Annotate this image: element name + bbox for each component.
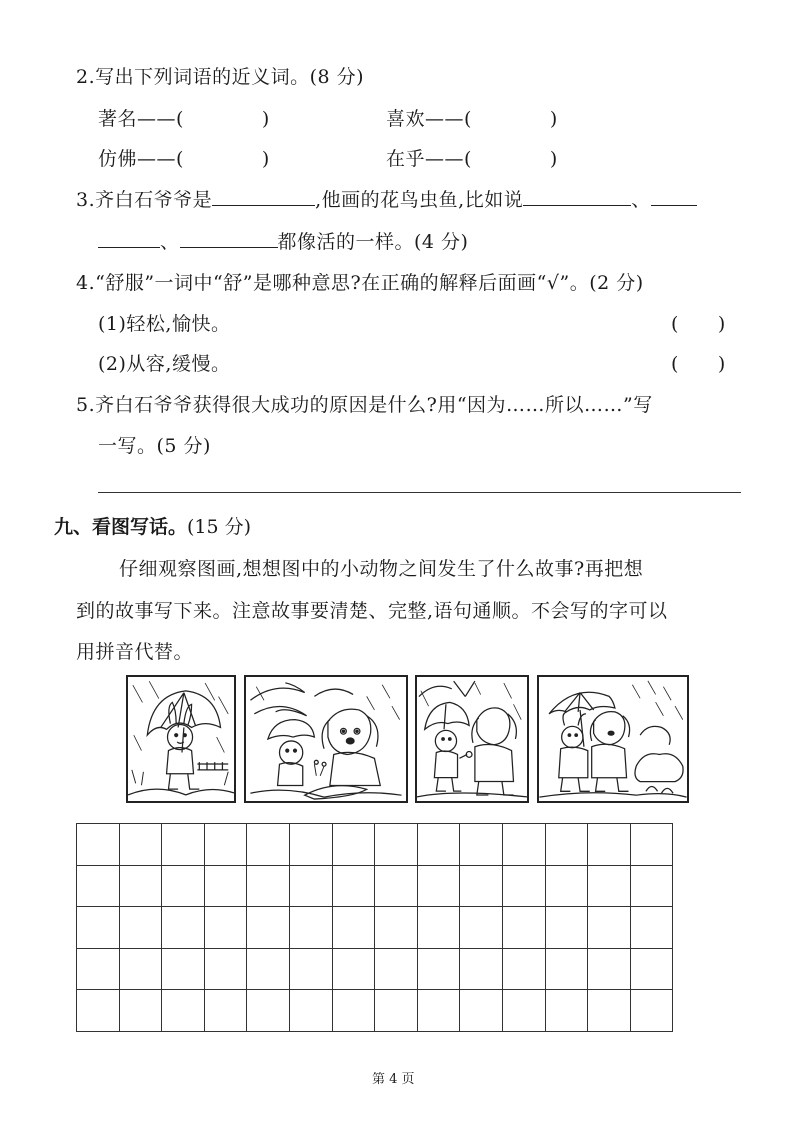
grid-cell[interactable] [162, 824, 205, 866]
grid-cell[interactable] [630, 948, 673, 990]
grid-cell[interactable] [630, 907, 673, 949]
grid-cell[interactable] [545, 990, 588, 1032]
section9-instruction-3: 用拼音代替。 [76, 641, 194, 663]
grid-cell[interactable] [460, 990, 503, 1032]
grid-cell[interactable] [588, 907, 631, 949]
rabbit-offers-leaf-to-puppy-picture [417, 677, 527, 801]
grid-cell[interactable] [417, 824, 460, 866]
picture-4 [537, 675, 689, 803]
grid-cell[interactable] [289, 990, 332, 1032]
grid-cell[interactable] [460, 824, 503, 866]
grid-cell[interactable] [460, 865, 503, 907]
grid-cell[interactable] [630, 990, 673, 1032]
grid-cell[interactable] [332, 990, 375, 1032]
page-number: 第 4 页 [372, 1072, 415, 1087]
grid-cell[interactable] [417, 990, 460, 1032]
grid-cell[interactable] [375, 948, 418, 990]
grid-cell[interactable] [289, 948, 332, 990]
picture-1 [126, 675, 236, 803]
grid-cell[interactable] [289, 907, 332, 949]
grid-cell[interactable] [545, 948, 588, 990]
q2-item-2: 喜欢——( ) [386, 108, 558, 130]
grid-cell[interactable] [630, 865, 673, 907]
grid-cell[interactable] [289, 824, 332, 866]
rabbit-under-leaf-umbrella-picture [128, 677, 234, 801]
grid-row [77, 865, 673, 907]
grid-cell[interactable] [162, 907, 205, 949]
grid-row [77, 990, 673, 1032]
grid-cell[interactable] [204, 824, 247, 866]
grid-cell[interactable] [247, 824, 290, 866]
q3-blank-3b[interactable] [98, 229, 160, 248]
q4-option-1: (1)轻松,愉快。 [98, 313, 231, 335]
grid-cell[interactable] [162, 948, 205, 990]
picture-3 [415, 675, 529, 803]
q3-text-1: 3.齐白石爷爷是 [76, 189, 213, 211]
picture-2 [244, 675, 408, 803]
section9-points: (15 分) [187, 516, 252, 538]
grid-cell[interactable] [460, 907, 503, 949]
q4-option-1-bracket[interactable]: ( ) [671, 313, 726, 335]
grid-cell[interactable] [204, 865, 247, 907]
q2-item-1: 著名——( ) [98, 108, 270, 130]
grid-cell[interactable] [77, 948, 120, 990]
q3-blank-3a[interactable] [651, 187, 697, 206]
grid-cell[interactable] [204, 990, 247, 1032]
q4-option-2-bracket[interactable]: ( ) [671, 353, 726, 375]
grid-cell[interactable] [545, 865, 588, 907]
q3-text-3: 都像活的一样。(4 分) [277, 231, 469, 253]
grid-cell[interactable] [332, 824, 375, 866]
grid-cell[interactable] [375, 990, 418, 1032]
grid-row [77, 948, 673, 990]
grid-cell[interactable] [77, 824, 120, 866]
grid-cell[interactable] [162, 990, 205, 1032]
grid-cell[interactable] [162, 865, 205, 907]
grid-row [77, 824, 673, 866]
grid-cell[interactable] [545, 824, 588, 866]
section9-instruction-2: 到的故事写下来。注意故事要清楚、完整,语句通顺。不会写的字可以 [76, 600, 668, 622]
grid-cell[interactable] [332, 865, 375, 907]
grid-cell[interactable] [502, 824, 545, 866]
q4-title: 4.“舒服”一词中“舒”是哪种意思?在正确的解释后面画“√”。(2 分) [76, 272, 644, 294]
grid-cell[interactable] [247, 948, 290, 990]
grid-cell[interactable] [502, 948, 545, 990]
grid-cell[interactable] [375, 907, 418, 949]
grid-cell[interactable] [375, 865, 418, 907]
grid-cell[interactable] [119, 907, 162, 949]
grid-cell[interactable] [204, 907, 247, 949]
grid-cell[interactable] [502, 907, 545, 949]
grid-cell[interactable] [588, 865, 631, 907]
grid-cell[interactable] [332, 948, 375, 990]
grid-cell[interactable] [119, 865, 162, 907]
grid-cell[interactable] [630, 824, 673, 866]
grid-cell[interactable] [289, 865, 332, 907]
grid-cell[interactable] [119, 948, 162, 990]
q3-line-2 [98, 227, 468, 254]
q3-blank-2[interactable] [523, 187, 631, 206]
writing-grid [76, 823, 673, 1032]
grid-cell[interactable] [502, 865, 545, 907]
grid-cell[interactable] [204, 948, 247, 990]
grid-cell[interactable] [247, 990, 290, 1032]
grid-cell[interactable] [545, 907, 588, 949]
grid-cell[interactable] [417, 948, 460, 990]
grid-cell[interactable] [417, 865, 460, 907]
grid-cell[interactable] [502, 990, 545, 1032]
rabbit-and-puppy-share-umbrella-picture [539, 677, 687, 801]
q3-blank-4[interactable] [180, 229, 278, 248]
grid-cell[interactable] [119, 824, 162, 866]
grid-row [77, 907, 673, 949]
section9-heading [54, 512, 251, 539]
grid-cell[interactable] [247, 907, 290, 949]
grid-cell[interactable] [588, 824, 631, 866]
grid-cell[interactable] [77, 990, 120, 1032]
grid-cell[interactable] [588, 990, 631, 1032]
q3-text-2: ,他画的花鸟虫鱼,比如说 [315, 189, 524, 211]
section9-title: 九、看图写话。 [54, 516, 188, 538]
q3-line-1 [76, 185, 697, 212]
q5-line-1: 5.齐白石爷爷获得很大成功的原因是什么?用“因为……所以……”写 [76, 394, 653, 416]
q2-item-3: 仿佛——( ) [98, 148, 270, 170]
rabbit-meets-puppy-picture [246, 677, 406, 801]
q5-line-2: 一写。(5 分) [98, 435, 211, 457]
grid-cell[interactable] [332, 907, 375, 949]
q5-answer-line[interactable] [98, 492, 741, 493]
grid-cell[interactable] [588, 948, 631, 990]
section9-instruction-1: 仔细观察图画,想想图中的小动物之间发生了什么故事?再把想 [119, 558, 644, 580]
q2-item-4: 在乎——( ) [386, 148, 558, 170]
q3-sep-1: 、 [631, 189, 651, 211]
grid-cell[interactable] [77, 865, 120, 907]
grid-cell[interactable] [77, 907, 120, 949]
grid-cell[interactable] [119, 990, 162, 1032]
grid-cell[interactable] [460, 948, 503, 990]
q2-title: 2.写出下列词语的近义词。(8 分) [76, 66, 365, 88]
grid-cell[interactable] [375, 824, 418, 866]
q3-blank-1[interactable] [212, 187, 315, 206]
grid-cell[interactable] [247, 865, 290, 907]
q3-sep-2: 、 [160, 231, 180, 253]
q4-option-2: (2)从容,缓慢。 [98, 353, 231, 375]
grid-cell[interactable] [417, 907, 460, 949]
